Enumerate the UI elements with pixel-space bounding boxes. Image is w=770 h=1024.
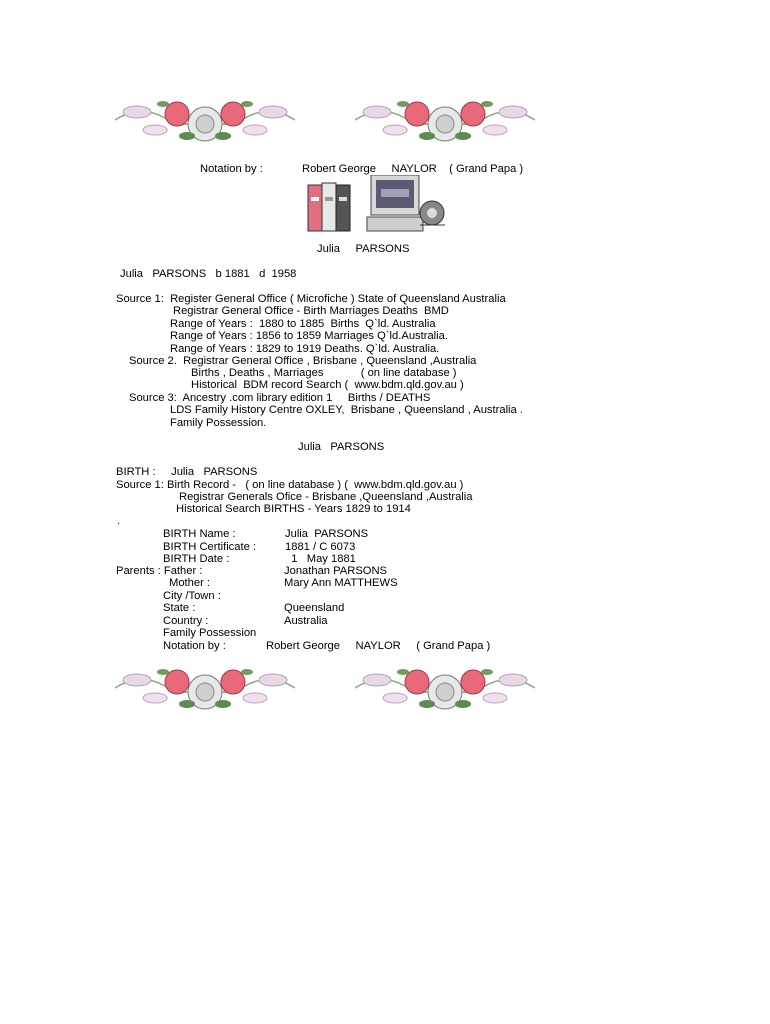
- field-label: BIRTH Date :: [163, 553, 230, 565]
- footer-notation-label: Notation by :: [163, 640, 226, 652]
- field-label: BIRTH Name :: [163, 528, 236, 540]
- source-line: Range of Years : 1880 to 1885 Births Q`ld. Australia: [170, 318, 436, 330]
- field-value: 1881 / C 6073: [285, 541, 356, 553]
- floral-border-right-top: [355, 92, 535, 147]
- field-label: Parents : Father :: [116, 565, 203, 577]
- floral-border-left-top: [115, 92, 295, 147]
- source-line: Source 1: Register General Office ( Microfiche ) State of Queensland Australia: [116, 293, 506, 305]
- field-label: Country :: [163, 615, 209, 627]
- field-value: Jonathan PARSONS: [284, 565, 388, 577]
- notation-name: Robert George NAYLOR ( Grand Papa ): [302, 163, 524, 175]
- separator-dot: .: [117, 515, 121, 527]
- section-title: Julia PARSONS: [298, 441, 385, 453]
- floral-border-right-bottom: [355, 660, 535, 715]
- source-line: Source 3: Ancestry .com library edition 1 Births / DEATHS: [129, 392, 431, 404]
- source-line: Births , Deaths , Marriages ( on line database ): [191, 367, 457, 379]
- field-label: City /Town :: [163, 590, 221, 602]
- notation-label: Notation by :: [200, 163, 263, 175]
- source-line: Range of Years : 1856 to 1859 Marriages Q`ld.Australia.: [170, 330, 448, 342]
- field-label: Family Possession: [163, 627, 257, 639]
- field-value: Australia: [284, 615, 328, 627]
- subject-title: Julia PARSONS: [317, 243, 410, 255]
- birth-source-line: Historical Search BIRTHS - Years 1829 to 1914: [176, 503, 411, 515]
- source-line: Historical BDM record Search ( www.bdm.qld.gov.au ): [191, 379, 464, 391]
- summary-line: Julia PARSONS b 1881 d 1958: [120, 268, 297, 280]
- source-line: Registrar General Office - Birth Marriages Deaths BMD: [173, 305, 449, 317]
- computer-books-icon: [305, 175, 450, 237]
- field-label: State :: [163, 602, 196, 614]
- source-line: Family Possession.: [170, 417, 267, 429]
- source-line: Source 2. Registrar General Office , Brisbane , Queensland ,Australia: [129, 355, 477, 367]
- field-label: BIRTH Certificate :: [163, 541, 257, 553]
- source-line: Range of Years : 1829 to 1919 Deaths. Q`ld. Australia.: [170, 343, 440, 355]
- floral-border-left-bottom: [115, 660, 295, 715]
- source-line: LDS Family History Centre OXLEY, Brisbane , Queensland , Australia .: [170, 404, 523, 416]
- birth-source-line: Source 1: Birth Record - ( on line database ) ( www.bdm.qld.gov.au ): [116, 479, 464, 491]
- field-label: Mother :: [169, 577, 211, 589]
- field-value: Mary Ann MATTHEWS: [284, 577, 398, 589]
- field-value: Queensland: [284, 602, 345, 614]
- birth-heading: BIRTH : Julia PARSONS: [116, 466, 258, 478]
- field-value: Julia PARSONS: [285, 528, 369, 540]
- footer-notation-name: Robert George NAYLOR ( Grand Papa ): [266, 640, 491, 652]
- field-value: 1 May 1881: [285, 553, 356, 565]
- birth-source-line: Registrar Generals Ofice - Brisbane ,Queensland ,Australia: [179, 491, 473, 503]
